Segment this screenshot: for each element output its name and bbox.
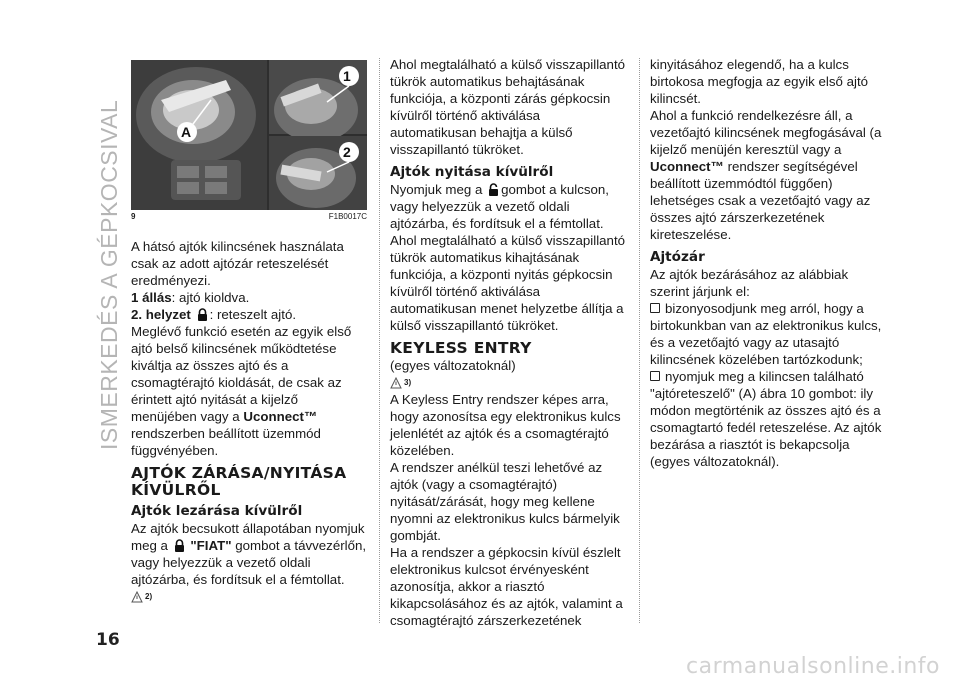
state-1-line: 1 állás: ajtó kioldva. <box>131 290 250 305</box>
section-heading: KEYLESS ENTRY <box>390 339 532 357</box>
paragraph: Nyomjuk meg a gombot a kulcson, vagy helyezzük a vezető oldali ajtózárba, és fordítsuk el a fémtollat. <box>390 182 609 231</box>
bullet-square-icon <box>650 303 660 313</box>
column-3 <box>650 56 890 470</box>
paragraph: (egyes változatoknál) <box>390 358 516 373</box>
padlock-icon <box>174 539 185 552</box>
figure-callout-2: 2 <box>343 144 351 160</box>
page-number: 16 <box>96 630 120 650</box>
column-1 <box>131 238 367 605</box>
figure-door-lock-photo <box>131 60 367 210</box>
warning-triangle-icon <box>131 591 143 603</box>
unlocked-padlock-icon <box>488 183 499 196</box>
bullet-item: nyomjuk meg a kilincsen található "ajtóreteszelő" (A) ábra 10 gombot: ily módon megtörténik az összes ajtó és a csomagtartó fedél reteszelése. Az ajtók bezárása a riasztót is bekapcsolja (egyes változatoknál). <box>650 369 882 469</box>
paragraph: Az ajtók bezárásához az alábbiak szerint járjunk el: <box>650 267 849 299</box>
column-divider <box>379 58 380 623</box>
figure-code: F1B0017C <box>328 212 367 221</box>
paragraph: kinyitásához elegendő, ha a kulcs birtokosa megfogja az egyik első ajtó kilincsét. <box>650 57 869 106</box>
warning-triangle-icon <box>390 377 402 389</box>
bullet-square-icon <box>650 371 660 381</box>
figure-number: 9 <box>131 212 136 221</box>
paragraph: Ahol a funkció rendelkezésre áll, a vezetőajtó kilincsének megfogásával (a kijelző menüjén keresztül vagy a Uconnect™ rendszer segítségével beállított üzemmódtól függően) lehetséges csak a vezetőajtó vagy az összes ajtó zárszerkezetének kireteszelése. <box>650 108 882 242</box>
state-2-line: 2. helyzet : reteszelt ajtó. <box>131 307 297 322</box>
paragraph: A rendszer anélkül teszi lehetővé az ajtók (vagy a csomagtérajtó) nyitását/zárását, hogy meg kellene nyomni az elektronikus kulcs bármelyik gombját. <box>390 460 620 543</box>
warning-reference: 3) <box>390 374 628 391</box>
paragraph: A hátsó ajtók kilincsének használata csak az adott ajtózár reteszelését eredményezi. <box>131 239 344 288</box>
padlock-icon <box>197 308 208 321</box>
figure-callout-a: A <box>181 124 192 140</box>
warning-reference: 2) <box>131 588 367 605</box>
subsection-heading: Ajtók lezárása kívülről <box>131 503 303 519</box>
watermark: carmanualsonline.info <box>686 654 940 679</box>
subsection-heading: Ajtók nyitása kívülről <box>390 164 554 180</box>
column-2 <box>390 56 628 629</box>
paragraph: A Keyless Entry rendszer képes arra, hogy azonosítsa egy elektronikus kulcs jelenlétét az ajtók és a csomagtérajtó közelében. <box>390 392 621 458</box>
paragraph: Ha a rendszer a gépkocsin kívül észlelt elektronikus kulcsot érvényesként azonosítja, akkor a riasztó kikapcsolásához és az ajtók, valamint a csomagtérajtó zárszerkezetének <box>390 545 623 628</box>
side-section-title: ISMERKEDÉS A GÉPKOCSIVAL <box>96 99 122 450</box>
section-heading: AJTÓK ZÁRÁSA/NYITÁSA KÍVÜLRŐL <box>131 464 347 499</box>
column-divider <box>639 58 640 623</box>
paragraph: Meglévő funkció esetén az egyik első ajtó belső kilincsének működtetése kiváltja az összes ajtó és a csomagtérajtó kioldását, de csak az érintett ajtó nyitását a kijelző menüjében vagy a Uconnect™ rendszerben beállított üzemmód függvényében. <box>131 324 352 458</box>
figure-callout-1: 1 <box>343 68 351 84</box>
paragraph: Az ajtók becsukott állapotában nyomjuk meg a "FIAT" gombot a távvezérlőn, vagy helyezzük a vezető oldali ajtózárba, és fordítsuk el a fémtollat. <box>131 521 367 587</box>
door-lock-illustration-icon <box>131 60 367 210</box>
bullet-item: bizonyosodjunk meg arról, hogy a birtokunkban van az elektronikus kulcs, és a vezetőajtó vagy az utasajtó kilincsének közelében tartózkodunk; <box>650 301 882 367</box>
subsection-heading: Ajtózár <box>650 249 705 265</box>
paragraph: Ahol megtalálható a külső visszapillantó tükrök automatikus kihajtásának funkciója, a központi nyitás gépkocsin kívülről történő aktiválása automatikusan menet helyzetbe állítja a külső visszapillantó tükröket. <box>390 233 626 333</box>
paragraph: Ahol megtalálható a külső visszapillantó tükrök automatikus behajtásának funkciója, a központi zárás gépkocsin kívülről történő aktiválása automatikusan behajtja a külső visszapillantó tükröket. <box>390 57 626 157</box>
